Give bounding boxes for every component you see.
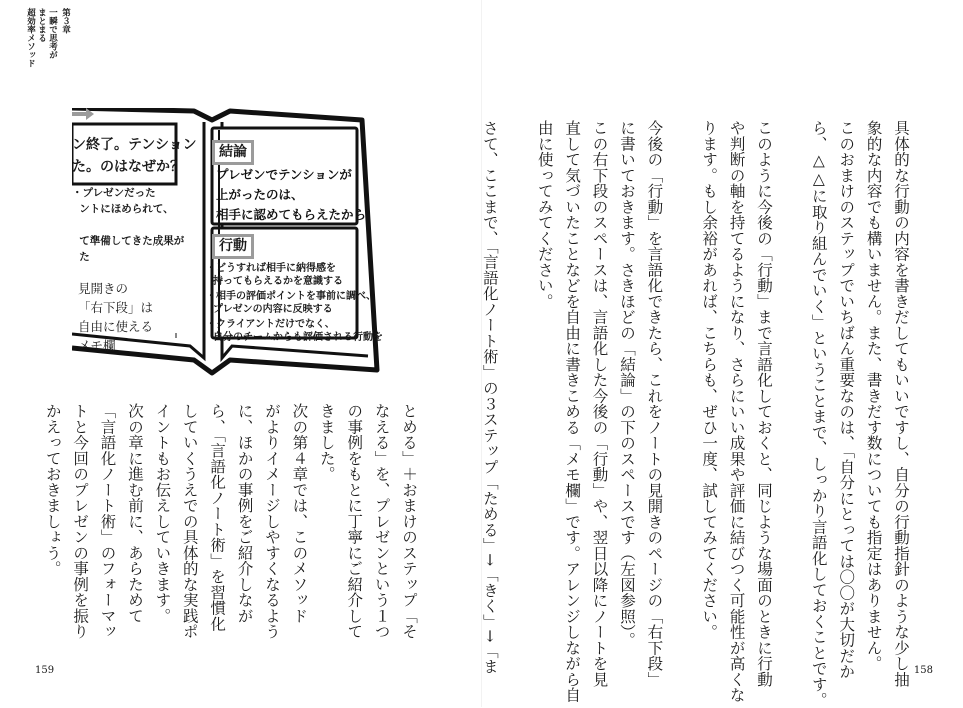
chapter-title-line-1: 一瞬で思考が: [47, 8, 58, 59]
page-number-left: 159: [35, 665, 55, 676]
conclusion-text: [216, 165, 366, 225]
paragraph-line: なえる」を、プレゼンという１つ: [372, 403, 391, 640]
notebook-illustration: [72, 108, 390, 381]
memo-caption: [78, 279, 153, 355]
paragraph-line: 次の第４章では、このメソッド: [290, 403, 309, 624]
paragraph-line: に、ほかの事例をご紹介しなが: [235, 403, 254, 624]
paragraph-line: していくうえでの具体的な実践ポ: [180, 403, 199, 640]
caption-line-3: 自由に使える: [78, 319, 154, 334]
left-page-notes: [72, 185, 184, 265]
action-item-1: ・どうすれば相手に納得感を 持ってもらえるかを意識する: [206, 263, 343, 287]
paragraph-line: とめる」＋おまけのステップ「そ: [400, 403, 418, 640]
note-line-4: て準備してきた成果が: [72, 235, 185, 247]
conclusion-tag: 結論: [212, 140, 254, 165]
paragraph-line: イントもお伝えしていきます。: [153, 403, 172, 624]
paragraph-line: 象的な内容でも構いません。また、書きだす数についても指定はありません。: [864, 120, 883, 672]
paragraph-line: 今後の「行動」を言語化できたら、これをノートの見開きのページの「右下段」: [645, 120, 664, 687]
action-item-2: ・相手の評価ポイントを事前に調べ、 プレゼンの内容に反映する: [206, 291, 376, 315]
left-page-body: [38, 403, 422, 640]
note-line-1: ・プレゼンだった: [72, 187, 156, 199]
paragraph-line: トと今回のプレゼンの事例を振り: [71, 403, 90, 640]
paragraph-line: に書いておきます。さきほどの「結論」の下のスペースです（左図参照）。: [617, 120, 636, 648]
paragraph-line: かえっておきましょう。: [43, 403, 62, 577]
paragraph-line: この右下段のスペースは、言語化した今後の「行動」や、翌日以降にノートを見: [590, 120, 609, 687]
paragraph-line: 由に使ってみてください。: [535, 120, 554, 309]
paragraph-line: 「言語化ノート術」のフォーマッ: [98, 403, 117, 640]
chapter-title-line-3: 超効率メソッド: [25, 8, 36, 68]
action-item-3: ・クライアントだけでなく、 自分のチームからも評価される行動を: [206, 319, 383, 343]
paragraph-line: の事例をもとに丁寧にご紹介して: [345, 403, 364, 640]
arrow-right-icon: [72, 108, 94, 120]
conclusion-line-3: 相手に認めてもらえたから: [216, 207, 367, 222]
paragraph-line: このおまけのステップでいちばん重要なのは、「自分にとっては〇〇が大切だか: [837, 120, 856, 680]
conclusion-line-1: プレゼンでテンションが: [216, 167, 352, 182]
paragraph-line: ら、△△に取り組んでいく」ということまで、しっかり言語化しておくことです。: [809, 120, 828, 708]
paragraph-line: ら、「言語化ノート術」を習慣化: [208, 403, 227, 632]
chapter-label: 第３章: [60, 8, 71, 34]
caption-line-4: メモ欄: [78, 338, 116, 353]
caption-line-1: 見開きの: [78, 281, 129, 296]
note-line-5: た: [72, 251, 90, 263]
paragraph-line: 具体的な行動の内容を書きだしてもいいですし、自分の行動指針のような少し抽: [892, 120, 910, 687]
conclusion-line-2: 上がったのは、: [216, 187, 304, 202]
paragraph-line: や判断の軸を持てるようになり、さらにいい成果や評価に結びつく可能性が高くな: [727, 120, 746, 703]
paragraph-line: ります。もし余裕があれば、こちらも、ぜひ一度、試してみてください。: [700, 120, 719, 640]
bubble-line-2: た。のはなぜか？: [72, 159, 184, 175]
bubble-text: [72, 134, 197, 178]
paragraph-line: がよりイメージしやすくなるよう: [262, 403, 281, 640]
page-number-right: 158: [913, 665, 933, 676]
note-line-2: ントにほめられて、: [72, 203, 174, 215]
paragraph-line: 次の章に進む前に、あらためて: [125, 403, 144, 624]
chapter-title-line-2: まとまる: [36, 8, 47, 42]
paragraph-line: さて、ここまで、「言語化ノート術」の３ステップ「ためる」→「きく」→「ま: [480, 120, 499, 675]
paragraph-line: このように今後の「行動」まで言語化しておくと、同じような場面のときに行動: [754, 120, 773, 687]
paragraph-line: 直して気づいたことなどを自由に書きこめる「メモ欄」です。アレンジしながら自: [563, 120, 582, 703]
action-tag: 行動: [212, 234, 254, 259]
caption-line-2: 「右下段」は: [78, 300, 154, 315]
bubble-line-1: ン終了。テンション: [72, 137, 197, 153]
right-page-body: [476, 120, 915, 708]
paragraph-line: きました。: [317, 403, 336, 482]
